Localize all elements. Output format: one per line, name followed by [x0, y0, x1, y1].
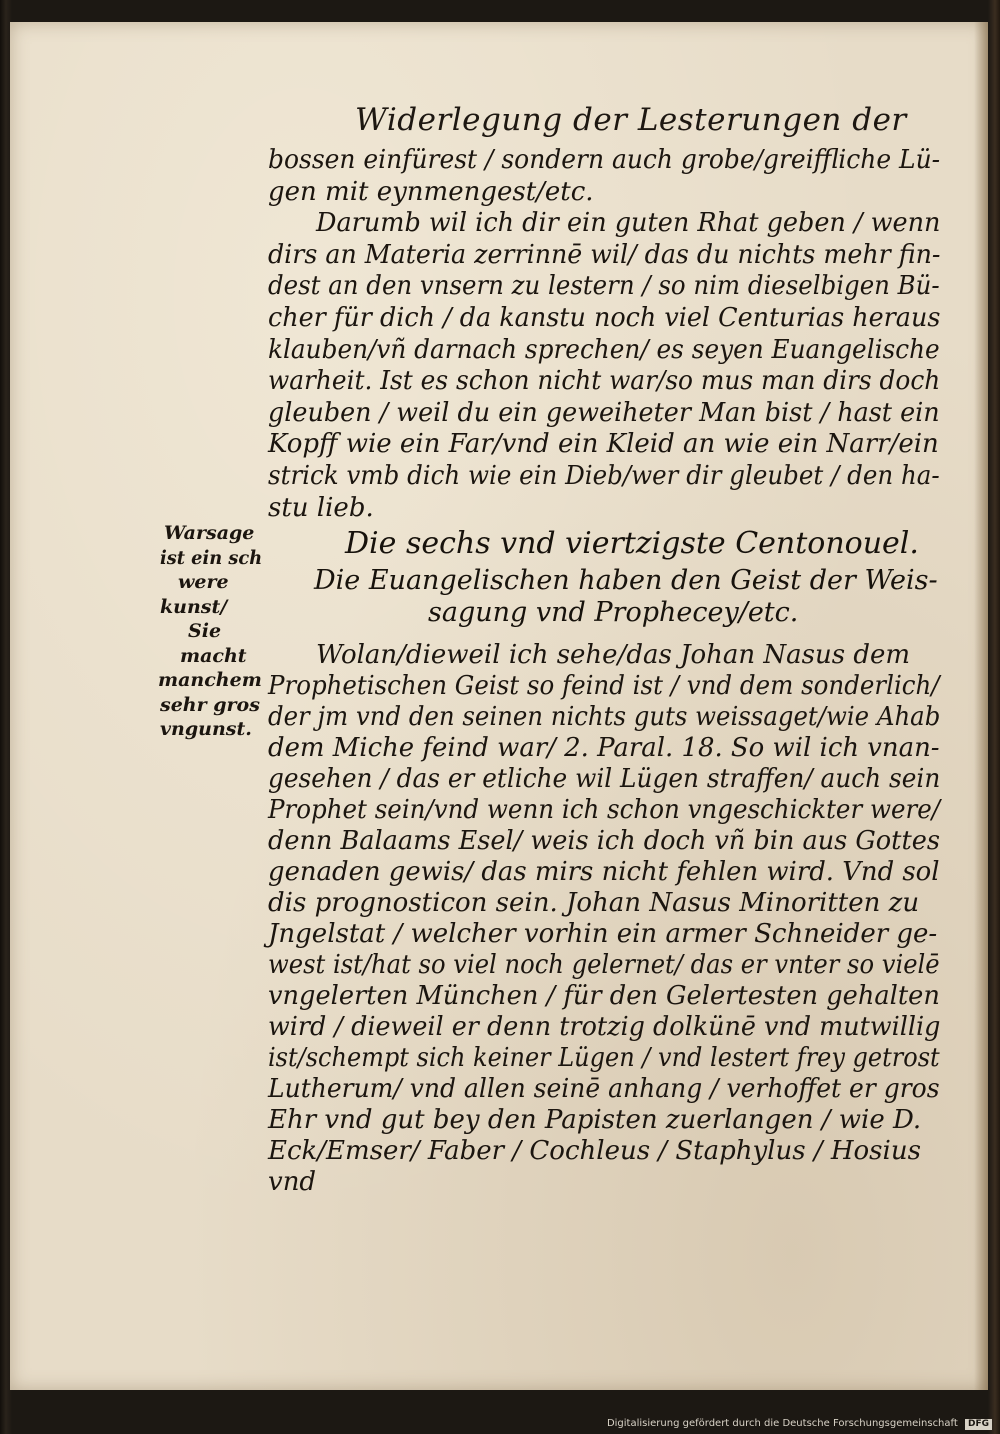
- text-line: bossen einfürest / sondern auch grobe/greiffliche Lü-: [268, 145, 941, 175]
- credit-text: Digitalisierung gefördert durch die Deutsche Forschungsgemeinschaft: [606, 1418, 958, 1429]
- text-line: Prophetischen Geist so feind ist / vnd dem sonderlich/: [268, 671, 940, 701]
- text-line: warheit. Ist es schon nicht war/so mus man dirs doch: [268, 366, 941, 397]
- marginal-note-line: were: [178, 571, 229, 593]
- text-line: vnd: [268, 1167, 317, 1197]
- text-line: wird / dieweil er denn trotzig dolkünē vnd mutwillig: [268, 1012, 941, 1042]
- text-line: dirs an Materia zerrinnē wil/ das du nichts mehr fin-: [268, 239, 941, 270]
- digitization-credit: [607, 1418, 992, 1430]
- marginal-note-line: Warsage: [164, 522, 255, 544]
- text-line: Wolan/dieweil ich sehe/das Johan Nasus dem: [316, 640, 911, 670]
- text-line: der jm vnd den seinen nichts guts weissaget/wie Ahab: [268, 702, 941, 732]
- marginal-note-line: sehr gros: [160, 693, 260, 716]
- text-line: Eck/Emser/ Faber / Cochleus / Staphylus / Hosius: [268, 1136, 921, 1166]
- chapter-heading: Die sechs vnd viertzigste Centonouel.: [345, 526, 919, 561]
- text-line: Ehr vnd gut bey den Papisten zuerlangen / wie D.: [268, 1105, 922, 1135]
- text-line: dem Miche feind war/ 2. Paral. 18. So wil ich vnan-: [268, 733, 940, 763]
- marginal-note-line: ist ein sch: [160, 546, 263, 569]
- text-line: Prophet sein/vnd wenn ich schon vngeschickter were/: [268, 795, 941, 825]
- text-line: gen mit eynmengest/etc.: [268, 176, 594, 207]
- text-line: west ist/hat so viel noch gelernet/ das er vnter so vielē: [268, 950, 940, 980]
- text-line: Jngelstat / welcher vorhin ein armer Schneider ge-: [268, 919, 938, 949]
- text-line: cher für dich / da kanstu noch viel Centurias heraus: [268, 303, 941, 333]
- chapter-subheading-line: Die Euangelischen haben den Geist der Weis-: [314, 565, 938, 596]
- text-line: stu lieb.: [268, 492, 374, 523]
- text-line: denn Balaams Esel/ weis ich doch vñ bin aus Gottes: [268, 826, 940, 856]
- marginal-note-line: manchem: [158, 669, 262, 691]
- text-line: gesehen / das er etliche wil Lügen straffen/ auch sein: [268, 764, 941, 794]
- marginal-note-line: macht: [180, 644, 247, 667]
- text-line: vngelerten München / für den Gelertesten gehalten: [268, 981, 940, 1011]
- dfg-logo: DFG: [965, 1419, 992, 1430]
- page-edge-shadow: [974, 22, 988, 1390]
- marginal-note-line: kunst/: [160, 595, 228, 618]
- text-line: dest an den vnsern zu lestern / so nim dieselbigen Bü-: [268, 271, 940, 302]
- text-line: genaden gewis/ das mirs nicht fehlen wird. Vnd sol: [268, 857, 940, 887]
- marginal-note-line: vngunst.: [160, 718, 252, 740]
- text-line: dis prognosticon sein. Johan Nasus Minoritten zu: [268, 888, 920, 918]
- running-head: Widerlegung der Lesterungen der: [355, 102, 907, 138]
- text-line: Darumb wil ich dir ein guten Rhat geben / wenn: [316, 208, 941, 239]
- text-line: gleuben / weil du ein geweiheter Man bist / hast ein: [268, 397, 940, 428]
- marginal-note-line: Sie: [188, 620, 222, 642]
- text-line: klauben/vñ darnach sprechen/ es seyen Euangelische: [268, 334, 940, 365]
- text-line: strick vmb dich wie ein Dieb/wer dir gleubet / den ha-: [268, 461, 940, 491]
- chapter-subheading-line: sagung vnd Prophecey/etc.: [428, 597, 799, 628]
- text-line: ist/schempt sich keiner Lügen / vnd lestert frey getrost: [268, 1043, 940, 1073]
- text-line: Kopff wie ein Far/vnd ein Kleid an wie ein Narr/ein: [268, 429, 939, 460]
- text-line: Lutherum/ vnd allen seinē anhang / verhoffet er gros: [268, 1074, 940, 1104]
